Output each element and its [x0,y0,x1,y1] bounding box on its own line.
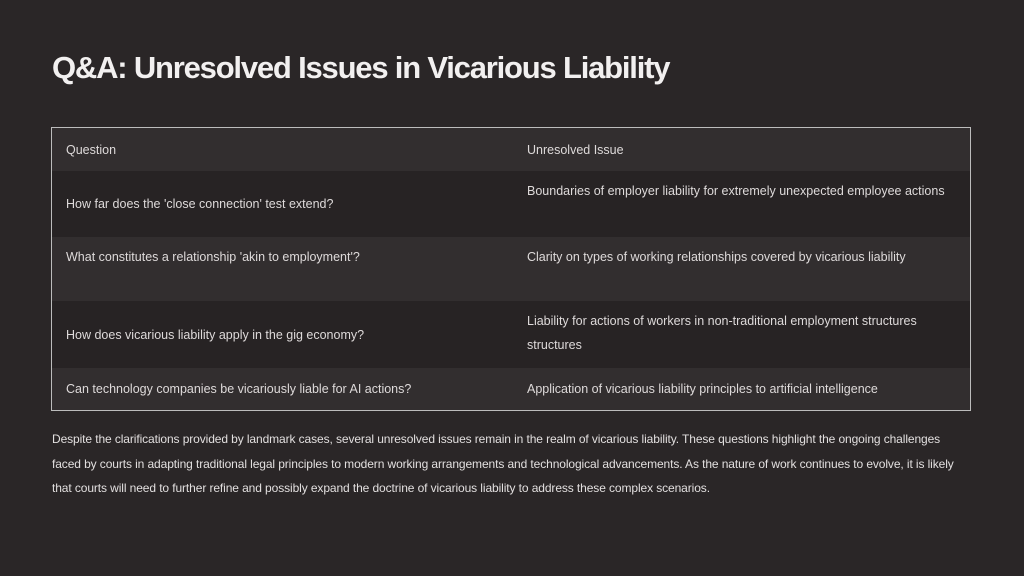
table-row [52,301,970,368]
issue-cell: Clarity on types of working relationships covered by vicarious liability [527,250,906,264]
issue-cell: Boundaries of employer liability for extremely unexpected employee actions [527,184,945,198]
table-row [52,237,970,301]
table-row [52,368,970,410]
header-question: Question [66,142,117,157]
question-cell: How far does the 'close connection' test extend? [66,197,334,211]
slide-title: Q&A: Unresolved Issues in Vicarious Liability [52,50,670,85]
question-cell: Can technology companies be vicariously liable for AI actions? [66,382,412,396]
summary-paragraph: Despite the clarifications provided by landmark cases, several unresolved issues remain in the realm of vicarious liability. These questions highlight the ongoing challenges faced by courts in adapting traditional legal principles to modern working arrangements and technological advancements. As the nature of work continues to evolve, it is likely that courts will need to further refine and possibly expand the doctrine of vicarious liability to address these complex scenarios. [52,432,954,495]
header-unresolved-issue: Unresolved Issue [527,142,624,157]
issue-cell: Liability for actions of workers in non-traditional employment structures structures [527,314,917,352]
question-cell: What constitutes a relationship 'akin to employment'? [66,250,360,264]
issue-cell: Application of vicarious liability principles to artificial intelligence [527,382,878,396]
table-row [52,171,970,237]
question-cell: How does vicarious liability apply in the gig economy? [66,327,365,342]
table-header-row [52,128,970,171]
issues-table [51,127,971,411]
